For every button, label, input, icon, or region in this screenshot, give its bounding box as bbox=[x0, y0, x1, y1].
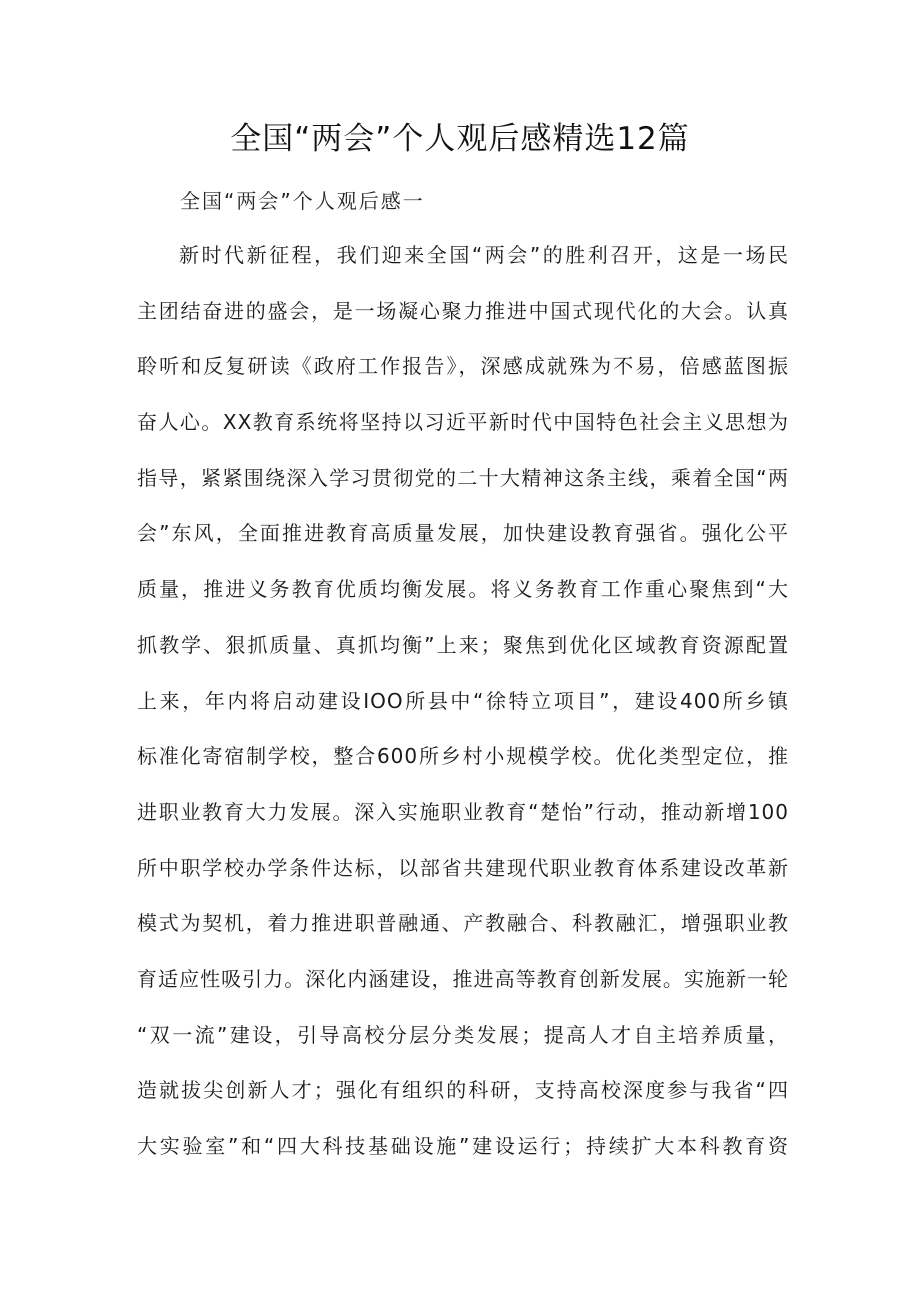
paragraph-line: 聆听和反复研读《政府工作报告》，深感成就殊为不易，倍感蓝图振 bbox=[137, 354, 789, 379]
paragraph-line: 指导，紧紧围绕深入学习贯彻党的二十大精神这条主线，乘着全国“两 bbox=[137, 465, 789, 490]
paragraph-line: 抓教学、狠抓质量、真抓均衡”上来；聚焦到优化区域教育资源配置 bbox=[137, 632, 789, 657]
document-title: 全国“两会”个人观后感精选12篇 bbox=[230, 121, 690, 157]
paragraph-line: “双一流”建设，引导高校分层分类发展；提高人才自主培养质量， bbox=[137, 1022, 789, 1047]
paragraph-line: 主团结奋进的盛会，是一场凝心聚力推进中国式现代化的大会。认真 bbox=[137, 298, 789, 323]
paragraph-line: 模式为契机，着力推进职普融通、产教融合、科教融汇，增强职业教 bbox=[137, 911, 789, 936]
paragraph-line: 标准化寄宿制学校，整合600所乡村小规模学校。优化类型定位，推 bbox=[137, 744, 789, 769]
paragraph-line: 育适应性吸引力。深化内涵建设，推进高等教育创新发展。实施新一轮 bbox=[137, 966, 789, 991]
paragraph-line: 上来，年内将启动建设IOO所县中“徐特立项目”，建设400所乡镇 bbox=[137, 688, 789, 713]
paragraph-line: 进职业教育大力发展。深入实施职业教育“楚怡”行动，推动新增100 bbox=[137, 799, 789, 824]
body-paragraph bbox=[137, 240, 789, 1240]
paragraph-line: 质量，推进义务教育优质均衡发展。将义务教育工作重心聚焦到“大 bbox=[137, 577, 789, 602]
paragraph-line: 大实验室”和“四大科技基础设施”建设运行；持续扩大本科教育资 bbox=[137, 1134, 789, 1158]
paragraph-line: 新时代新征程，我们迎来全国“两会”的胜利召开，这是一场民 bbox=[179, 243, 789, 267]
paragraph-line: 奋人心。XX教育系统将坚持以习近平新时代中国特色社会主义思想为 bbox=[137, 410, 789, 435]
section-heading: 全国“两会”个人观后感一 bbox=[180, 189, 425, 213]
paragraph-line: 造就拔尖创新人才；强化有组织的科研，支持高校深度参与我省“四 bbox=[137, 1078, 789, 1103]
paragraph-line: 会”东风，全面推进教育高质量发展，加快建设教育强省。强化公平 bbox=[137, 521, 789, 546]
paragraph-line: 所中职学校办学条件达标，以部省共建现代职业教育体系建设改革新 bbox=[137, 855, 789, 880]
